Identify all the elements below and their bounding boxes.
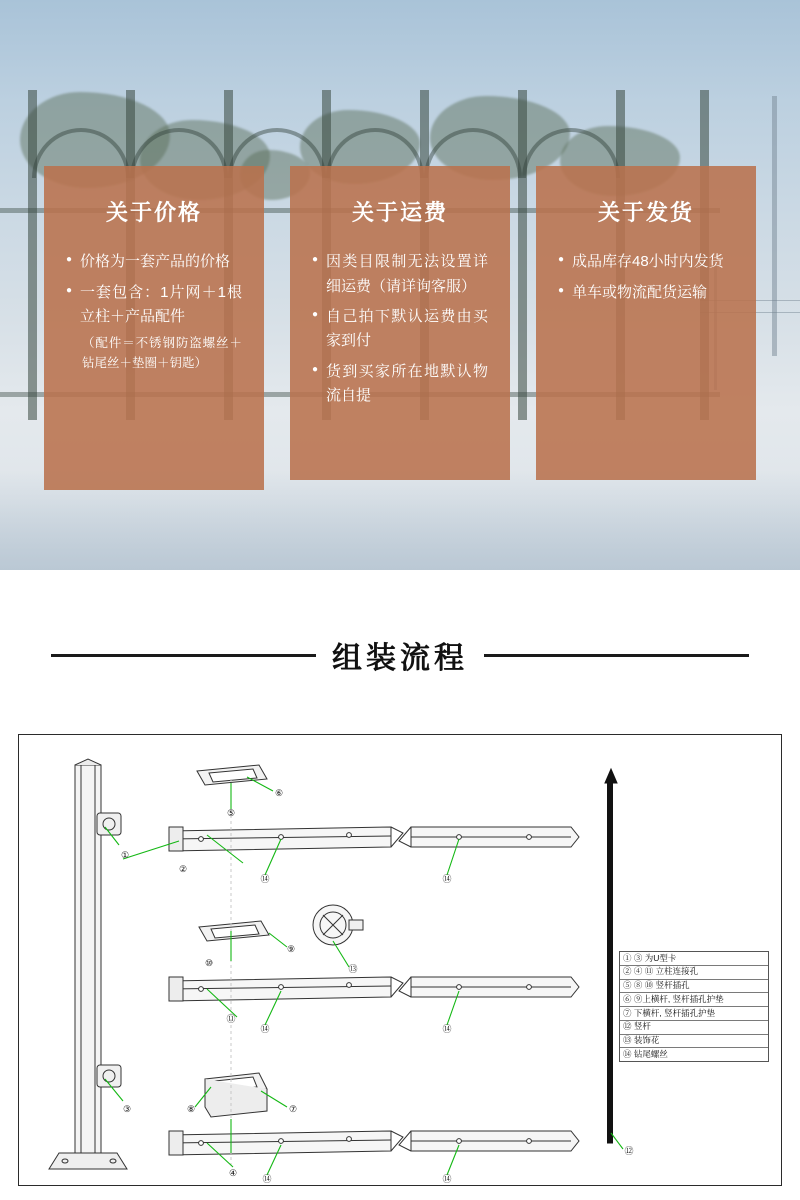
callout-2: ②	[178, 864, 188, 874]
list-item: ● 货到买家所在地默认物流自提	[312, 360, 488, 409]
list-item: ● 单车或物流配货运输	[558, 281, 734, 305]
assembly-diagram	[18, 734, 782, 1186]
section-heading	[0, 600, 800, 710]
legend-row: ⑤ ⑧ ⑩ 竖杆插孔	[620, 980, 768, 994]
info-card-delivery	[536, 166, 756, 480]
callout-12: ⑫	[624, 1146, 634, 1156]
legend-row: ⑬ 装饰花	[620, 1035, 768, 1049]
list-item-sub: （配件＝不锈钢防盗螺丝＋钻尾丝＋垫圈＋钥匙）	[82, 336, 242, 371]
decorative-flower	[313, 905, 363, 945]
hero-banner	[0, 0, 800, 570]
legend-row: ⑫ 竖杆	[620, 1021, 768, 1035]
callout-8: ⑧	[186, 1104, 196, 1114]
callout-10: ⑩	[204, 958, 214, 968]
card-list-shipping-fee	[312, 250, 488, 408]
heading-rule-left	[51, 654, 316, 657]
list-item: ● 成品库存48小时内发货	[558, 250, 734, 274]
info-card-shipping-fee	[290, 166, 510, 480]
card-title-price: 关于价格	[105, 200, 202, 225]
info-card-group	[0, 0, 800, 570]
legend-row: ⑭ 钻尾螺丝	[623, 1048, 668, 1059]
callout-14f: ⑭	[442, 1174, 452, 1184]
legend-row: ① ③ 为U型卡	[620, 952, 768, 966]
legend-row: ② ④ ⑪ 立柱连接孔	[620, 966, 768, 980]
callout-9: ⑨	[286, 944, 296, 954]
card-list-price	[66, 250, 242, 373]
callout-1: ①	[120, 850, 130, 860]
callout-11: ⑪	[226, 1014, 236, 1024]
callout-14b: ⑭	[442, 874, 452, 884]
callout-7: ⑦	[288, 1104, 298, 1114]
card-title-shipping-fee: 关于运费	[351, 200, 448, 225]
vertical-bar-arrow	[605, 769, 617, 1143]
callout-6: ⑥	[274, 788, 284, 798]
callout-4: ④	[228, 1168, 238, 1178]
callout-5: ⑤	[226, 808, 236, 818]
pad-plate-mid	[199, 921, 269, 941]
list-item: ● 自己拍下默认运费由买家到付	[312, 305, 488, 354]
pad-plate-bottom	[205, 1073, 267, 1117]
heading-rule-right	[484, 654, 749, 657]
callout-14e: ⑭	[262, 1174, 272, 1184]
list-item: ● 价格为一套产品的价格	[66, 250, 242, 274]
callout-13: ⑬	[348, 964, 358, 974]
list-item: ● 因类目限制无法设置详细运费（请详询客服）	[312, 250, 488, 299]
card-list-delivery	[558, 250, 734, 305]
info-card-price	[44, 166, 264, 490]
callout-14a: ⑭	[260, 874, 270, 884]
callout-3: ③	[122, 1104, 132, 1114]
legend-row: ⑦ 下横杆, 竖杆插孔护垫	[620, 1007, 768, 1021]
callout-14c: ⑭	[260, 1024, 270, 1034]
section-title: 组装流程	[332, 642, 468, 675]
list-item: ● 一套包含：1片网＋1根立柱＋产品配件	[66, 281, 242, 330]
callout-14d: ⑭	[442, 1024, 452, 1034]
card-title-delivery: 关于发货	[597, 200, 694, 225]
legend-row: ⑥ ⑨上横杆, 竖杆插孔护垫	[620, 993, 768, 1007]
diagram-legend	[619, 951, 769, 1062]
